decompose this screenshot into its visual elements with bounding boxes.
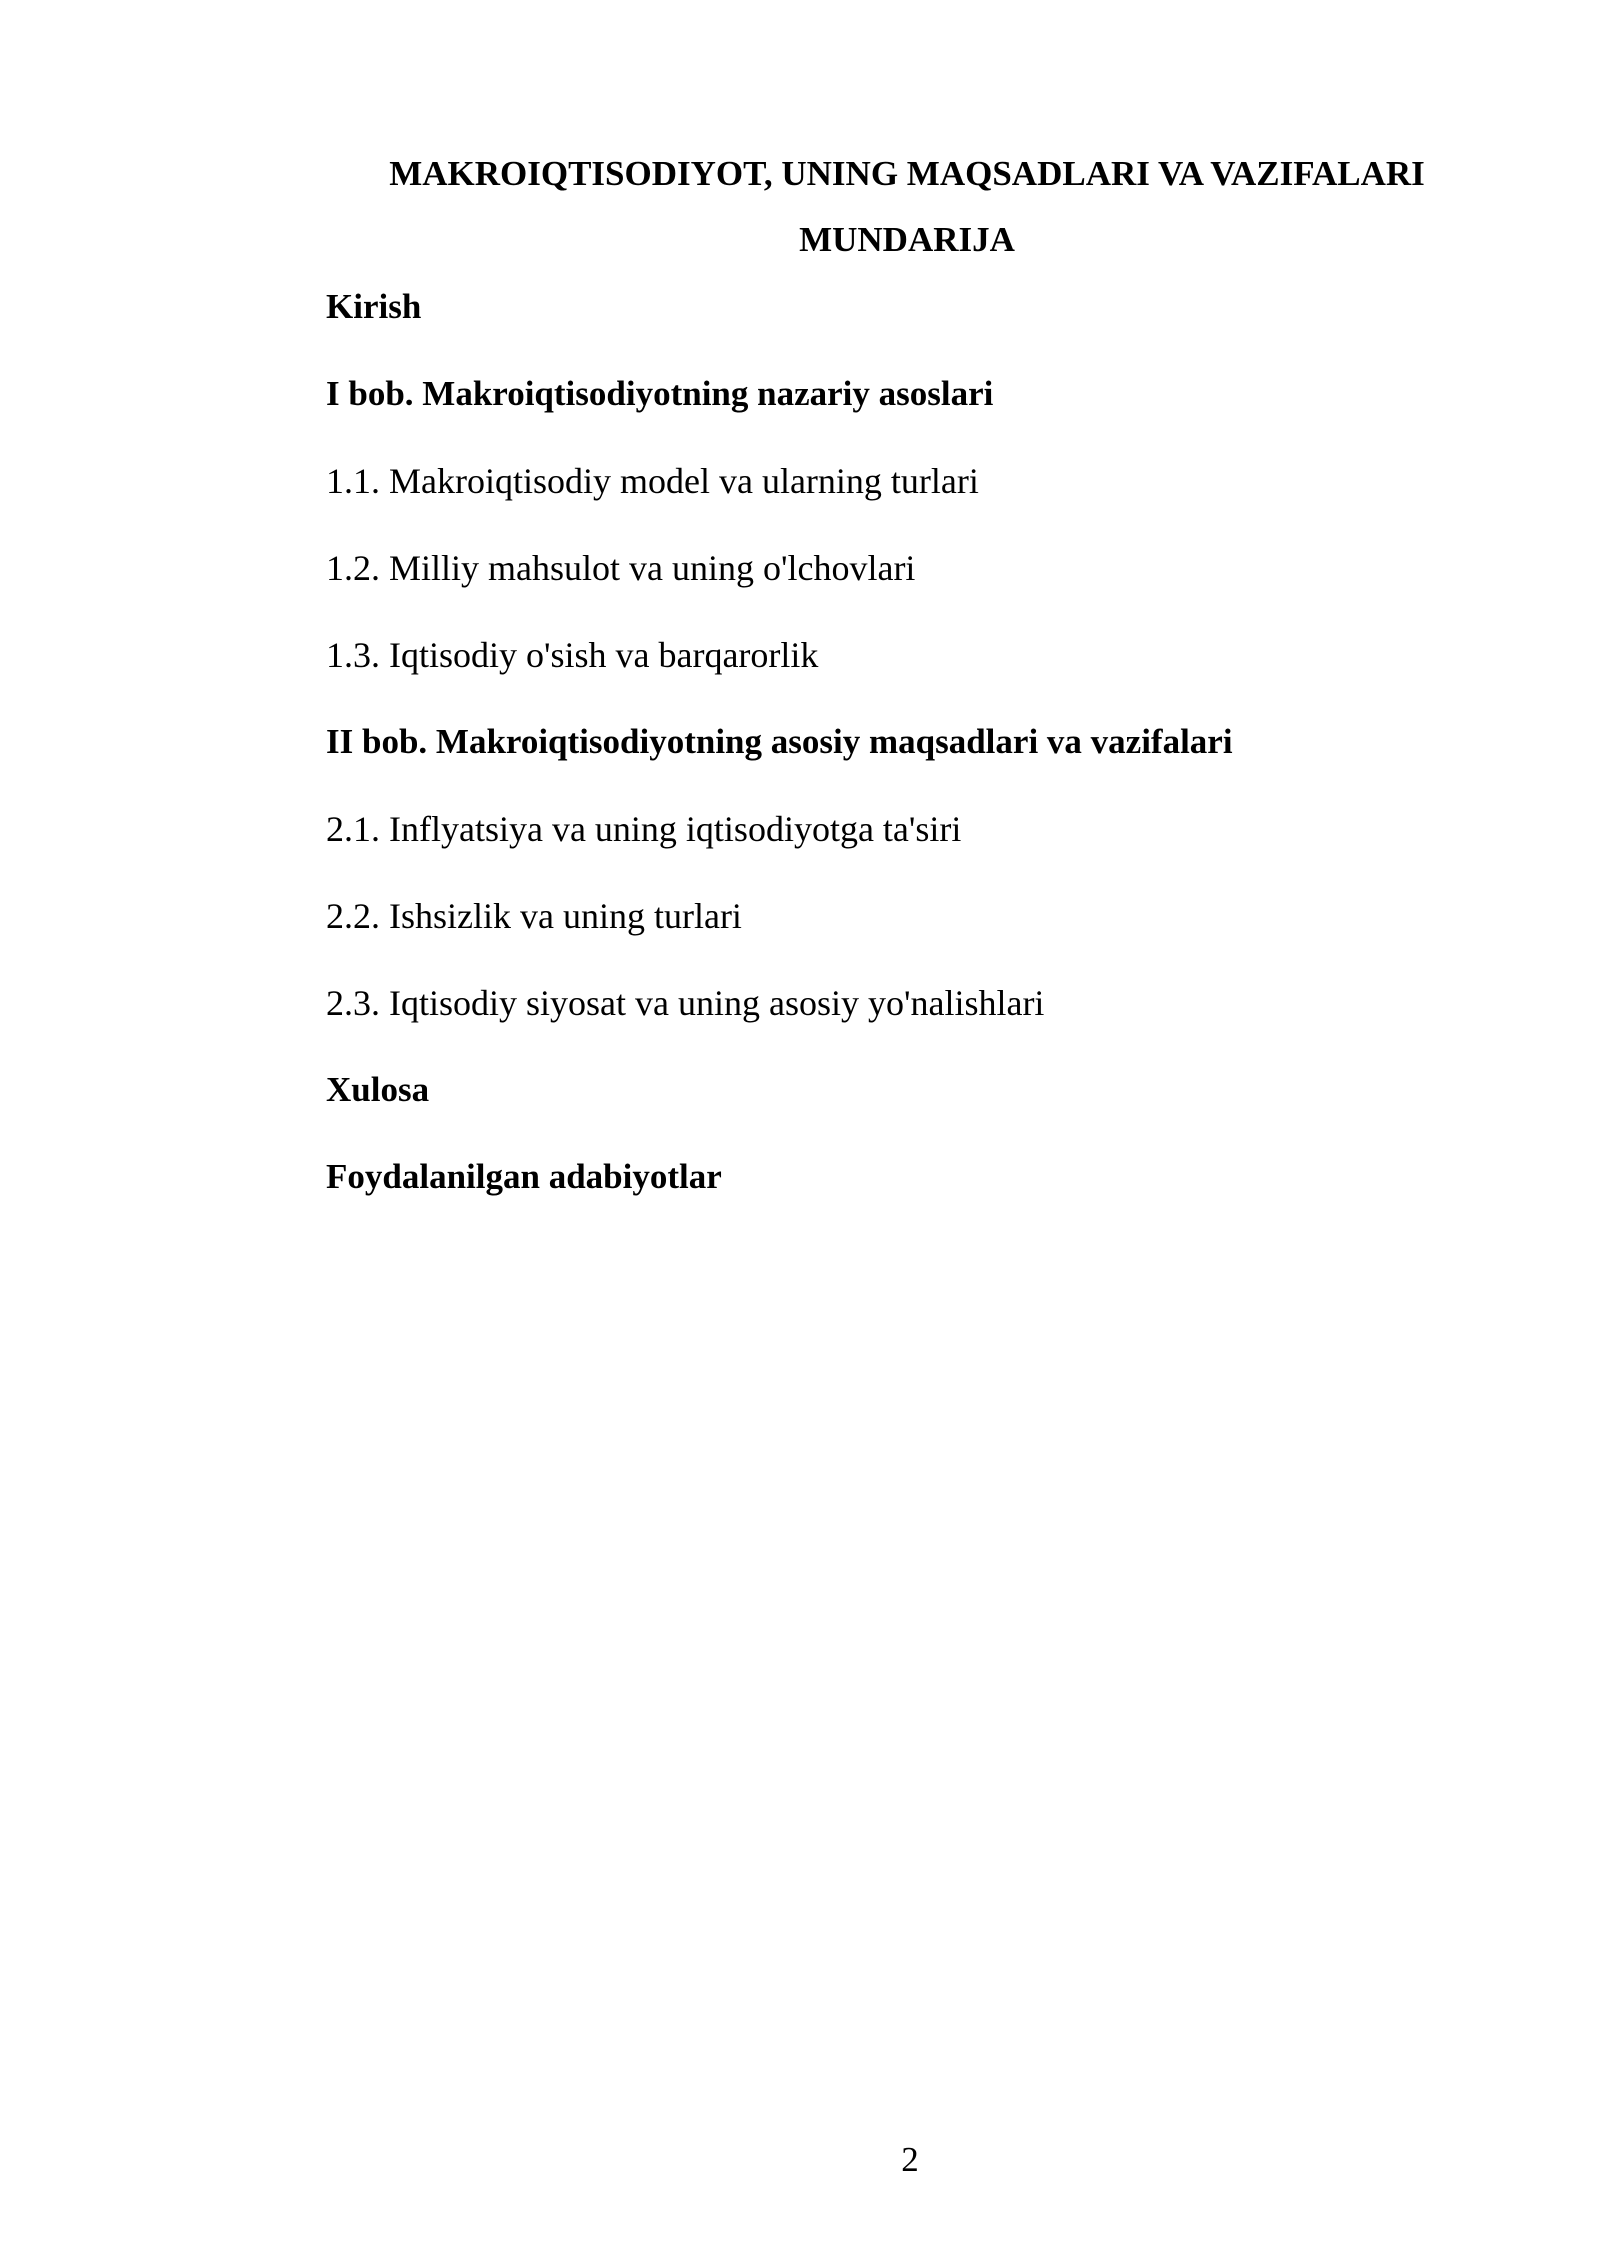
page-number: 2 [901,2140,919,2179]
toc-entry-kirish: Kirish [326,287,422,326]
toc-heading: MUNDARIJA [799,220,1015,259]
toc-entry-section-2-3: 2.3. Iqtisodiy siyosat va uning asosiy yo'nalishlari [326,983,1045,1023]
toc-entry-section-1-1: 1.1. Makroiqtisodiy model va ularning turlari [326,461,979,501]
toc-entry-adabiyotlar: Foydalanilgan adabiyotlar [326,1157,722,1196]
toc-entry-chapter-1: I bob. Makroiqtisodiyotning nazariy asoslari [326,374,994,413]
toc-entry-section-1-3: 1.3. Iqtisodiy o'sish va barqarorlik [326,635,819,675]
document-title: MAKROIQTISODIYOT, UNING MAQSADLARI VA VAZIFALARI [389,154,1425,193]
table-of-contents [326,281,1486,1238]
toc-entry-chapter-2: II bob. Makroiqtisodiyotning asosiy maqsadlari va vazifalari [326,722,1233,761]
toc-entry-section-2-1: 2.1. Inflyatsiya va uning iqtisodiyotga ta'siri [326,809,962,849]
toc-entry-xulosa: Xulosa [326,1070,430,1109]
toc-entry-section-2-2: 2.2. Ishsizlik va uning turlari [326,896,742,936]
toc-entry-section-1-2: 1.2. Milliy mahsulot va uning o'lchovlari [326,548,916,588]
